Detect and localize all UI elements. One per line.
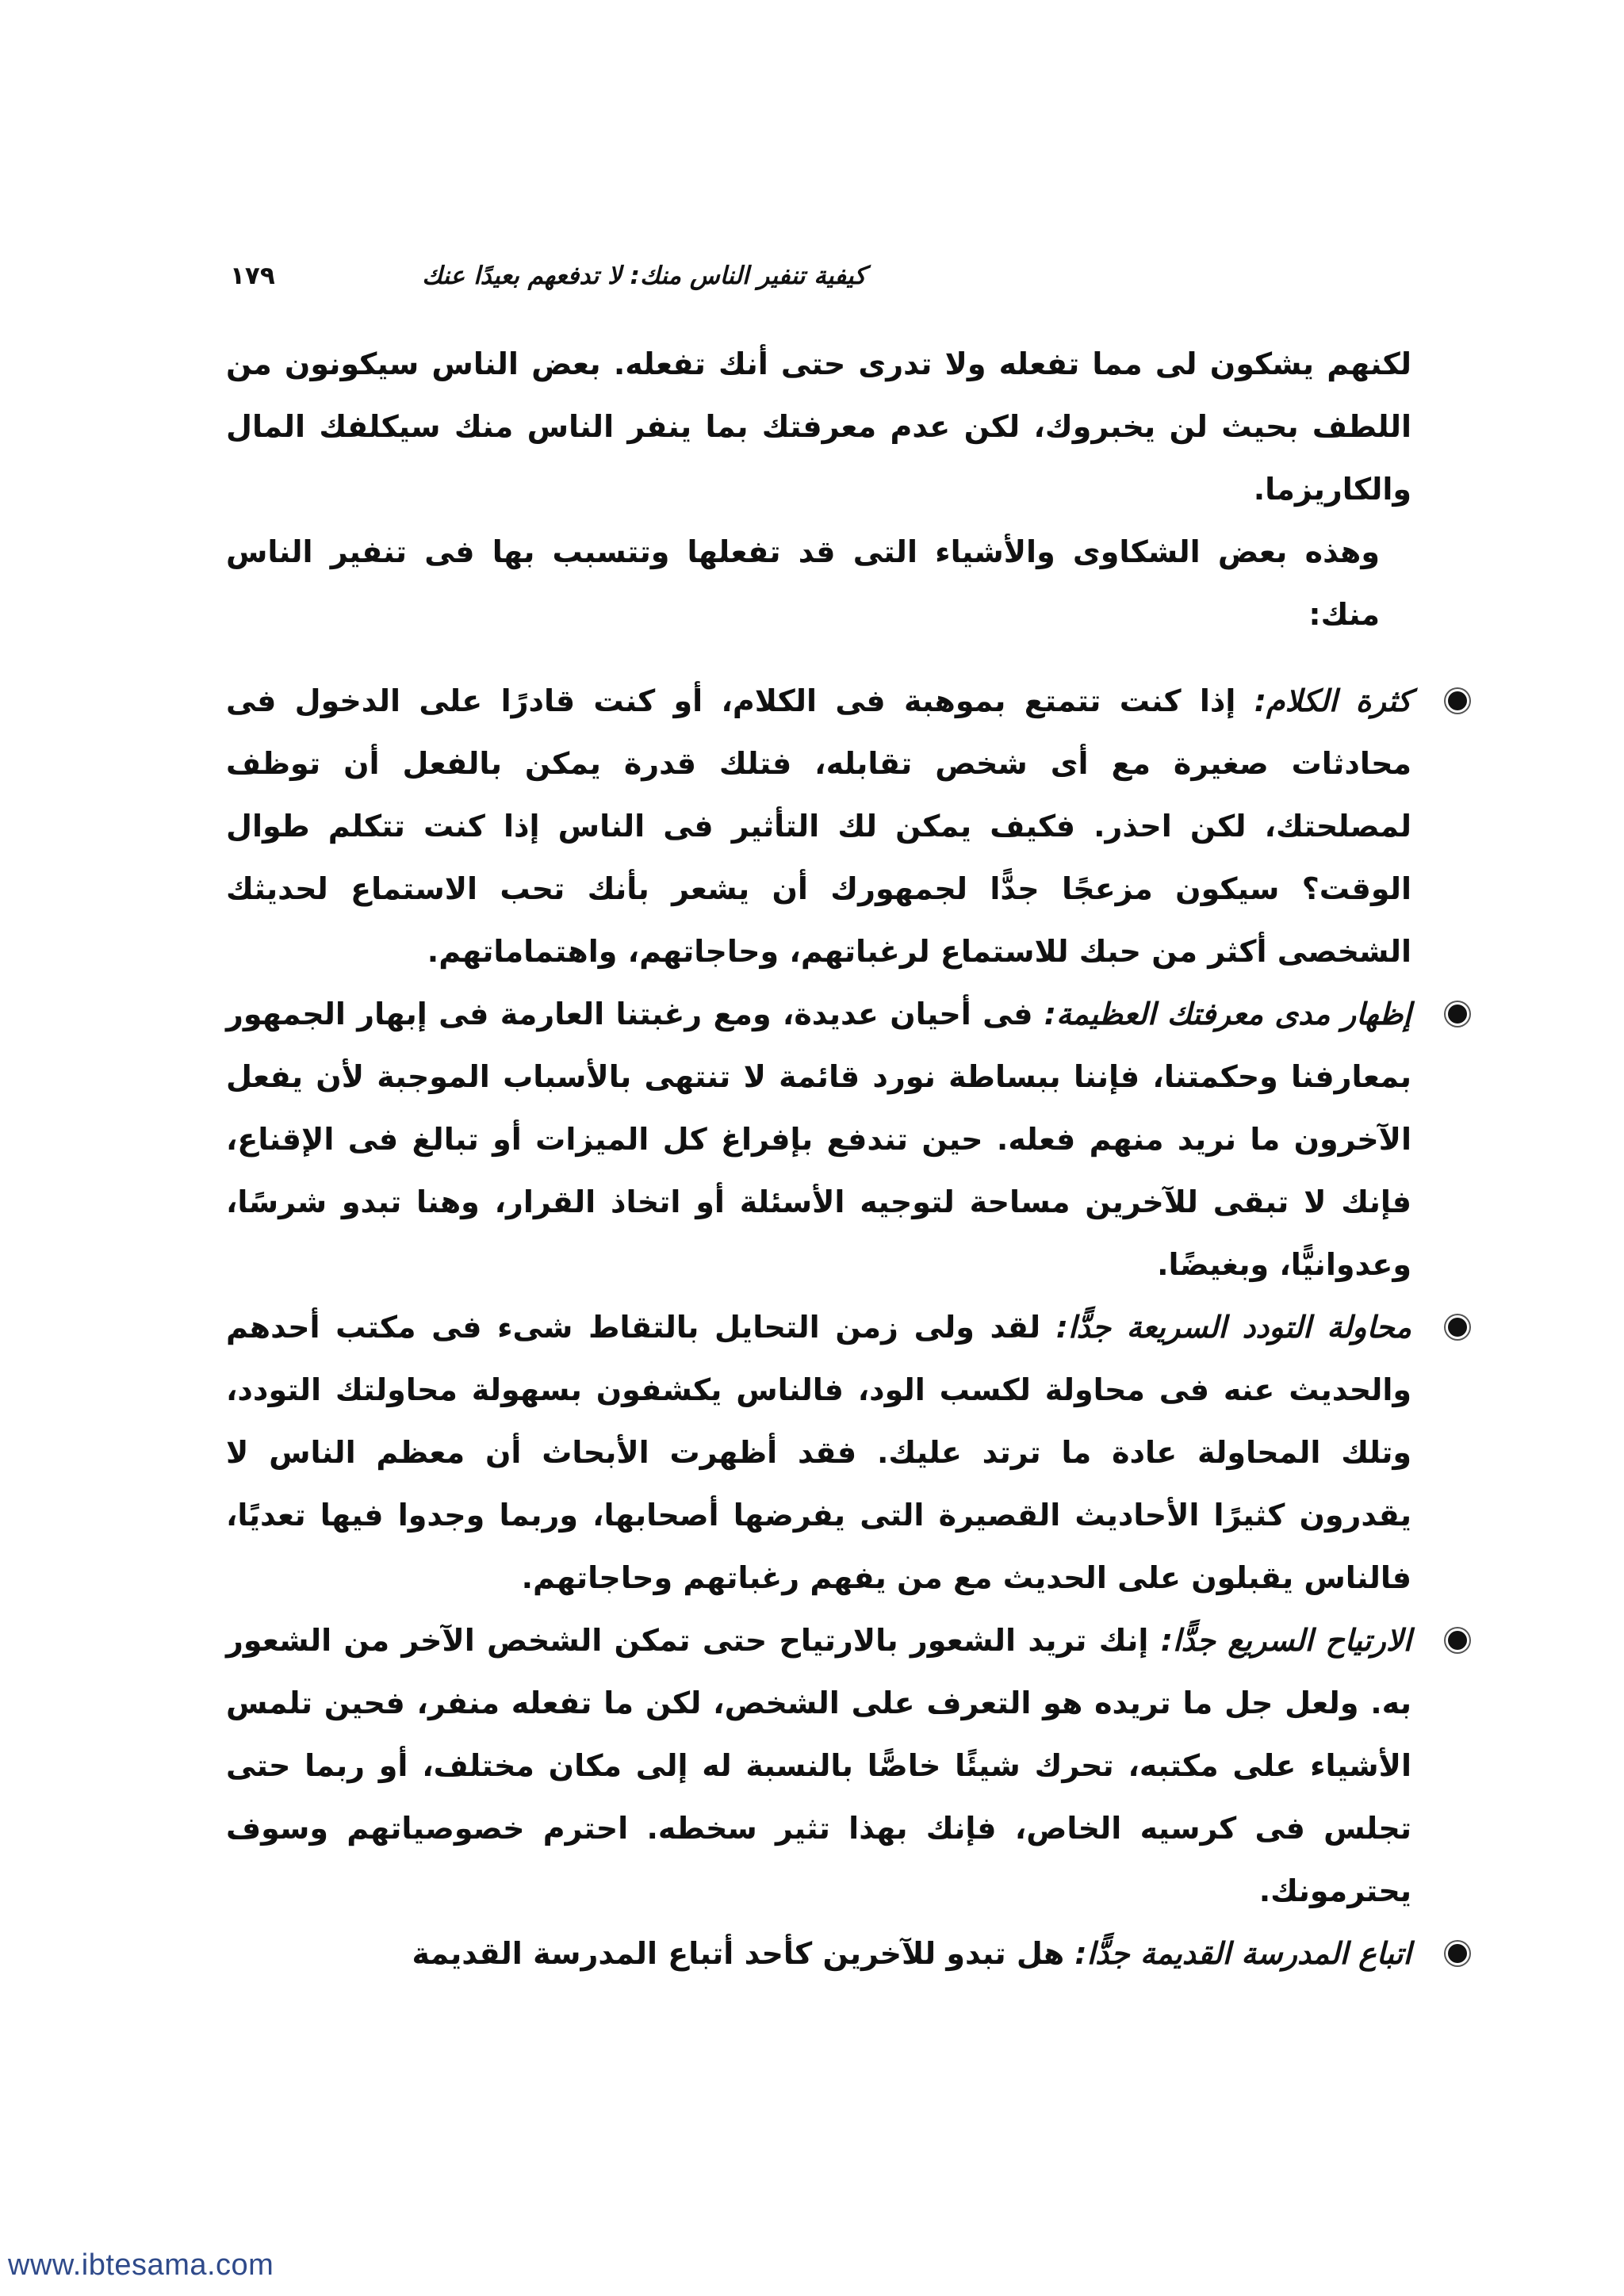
bullet-term: اتباع المدرسة القديمة جدًّا: — [1074, 1936, 1411, 1971]
page-body — [226, 333, 1411, 1985]
list-item — [226, 1923, 1411, 1985]
intro-line: وهذه بعض الشكاوى والأشياء التى قد تفعلها وتتسبب بها فى تنفير الناس منك: — [226, 534, 1380, 632]
bullet-icon — [1448, 1631, 1467, 1650]
bullet-term: إظهار مدى معرفتك العظيمة: — [1044, 997, 1411, 1031]
opening-paragraph: لكنهم يشكون لى مما تفعله ولا تدرى حتى أنك تفعله. بعض الناس سيكونون من اللطف بحيث لن يخبروك، لكن عدم معرفتك بما ينفر الناس منك سيكلفك المال والكاريزما. — [226, 346, 1411, 507]
complaints-list — [226, 670, 1411, 1985]
bullet-term: الارتياح السريع جدًّا: — [1160, 1623, 1412, 1658]
bullet-text: إذا كنت تتمتع بموهبة فى الكلام، أو كنت قادرًا على الدخول فى محادثات صغيرة مع أى شخص تقابله، فتلك قدرة يمكن بالفعل أن توظف لمصلحتك، لكن احذر. فكيف يمكن لك التأثير فى الناس إذا كنت تتكلم طوال الوقت؟ سيكون مزعجًا جدًّا لجمهورك أن يشعر بأنك تحب الاستماع لحديثك الشخصى أكثر من حبك للاستماع لرغباتهم، وحاجاتهم، واهتماماتهم. — [226, 683, 1411, 969]
bullet-text: إنك تريد الشعور بالارتياح حتى تمكن الشخص الآخر من الشعور به. ولعل جل ما تريده هو التعرف على الشخص، لكن ما تفعله منفر، فحين تلمس الأشياء على مكتبه، تحرك شيئًا خاصًّا بالنسبة له إلى مكان مختلف، أو ربما حتى تجلس فى كرسيه الخاص، فإنك بهذا تثير سخطه. احترم خصوصياتهم وسوف يحترمونك. — [226, 1623, 1411, 1908]
running-head — [222, 252, 1419, 300]
bullet-text: فى أحيان عديدة، ومع رغبتنا العارمة فى إبهار الجمهور بمعارفنا وحكمتنا، فإننا ببساطة نورد قائمة لا تنتهى بالأسباب الموجبة لأن يفعل الآخرون ما نريد منهم فعله. حين تندفع بإفراغ كل الميزات أو تبالغ فى الإقناع، فإنك لا تبقى للآخرين مساحة لتوجيه الأسئلة أو اتخاذ القرار، وهنا تبدو شرسًا، وعدوانيًّا، وبغيضًا. — [226, 997, 1411, 1282]
list-item — [226, 1609, 1411, 1923]
bullet-icon — [1448, 691, 1467, 710]
bullet-text: لقد ولى زمن التحايل بالتقاط شىء فى مكتب أحدهم والحديث عنه فى محاولة لكسب الود، فالناس يكشفون بسهولة محاولتك التودد، وتلك المحاولة عادة ما ترتد عليك. فقد أظهرت الأبحاث أن معظم الناس لا يقدرون كثيرًا الأحاديث القصيرة التى يفرضها أصحابها، وربما وجدوا فيها تعديًا، فالناس يقبلون على الحديث مع من يفهم رغباتهم وحاجاتهم. — [226, 1310, 1411, 1595]
list-item — [226, 1296, 1411, 1609]
bullet-term: محاولة التودد السريعة جدًّا: — [1055, 1310, 1411, 1345]
bullet-text: هل تبدو للآخرين كأحد أتباع المدرسة القديمة — [412, 1936, 1075, 1971]
page-number: ١٧٩ — [230, 262, 275, 290]
bullet-icon — [1448, 1318, 1467, 1337]
watermark-link[interactable]: www.ibtesama.com — [8, 2248, 274, 2282]
bullet-icon — [1448, 1004, 1467, 1024]
bullet-term: كثرة الكلام: — [1254, 683, 1412, 718]
list-item — [226, 670, 1411, 983]
list-item — [226, 983, 1411, 1296]
running-title: كيفية تنفير الناس منك: لا تدفعهم بعيدًا عنك — [422, 262, 866, 290]
bullet-icon — [1448, 1944, 1467, 1963]
